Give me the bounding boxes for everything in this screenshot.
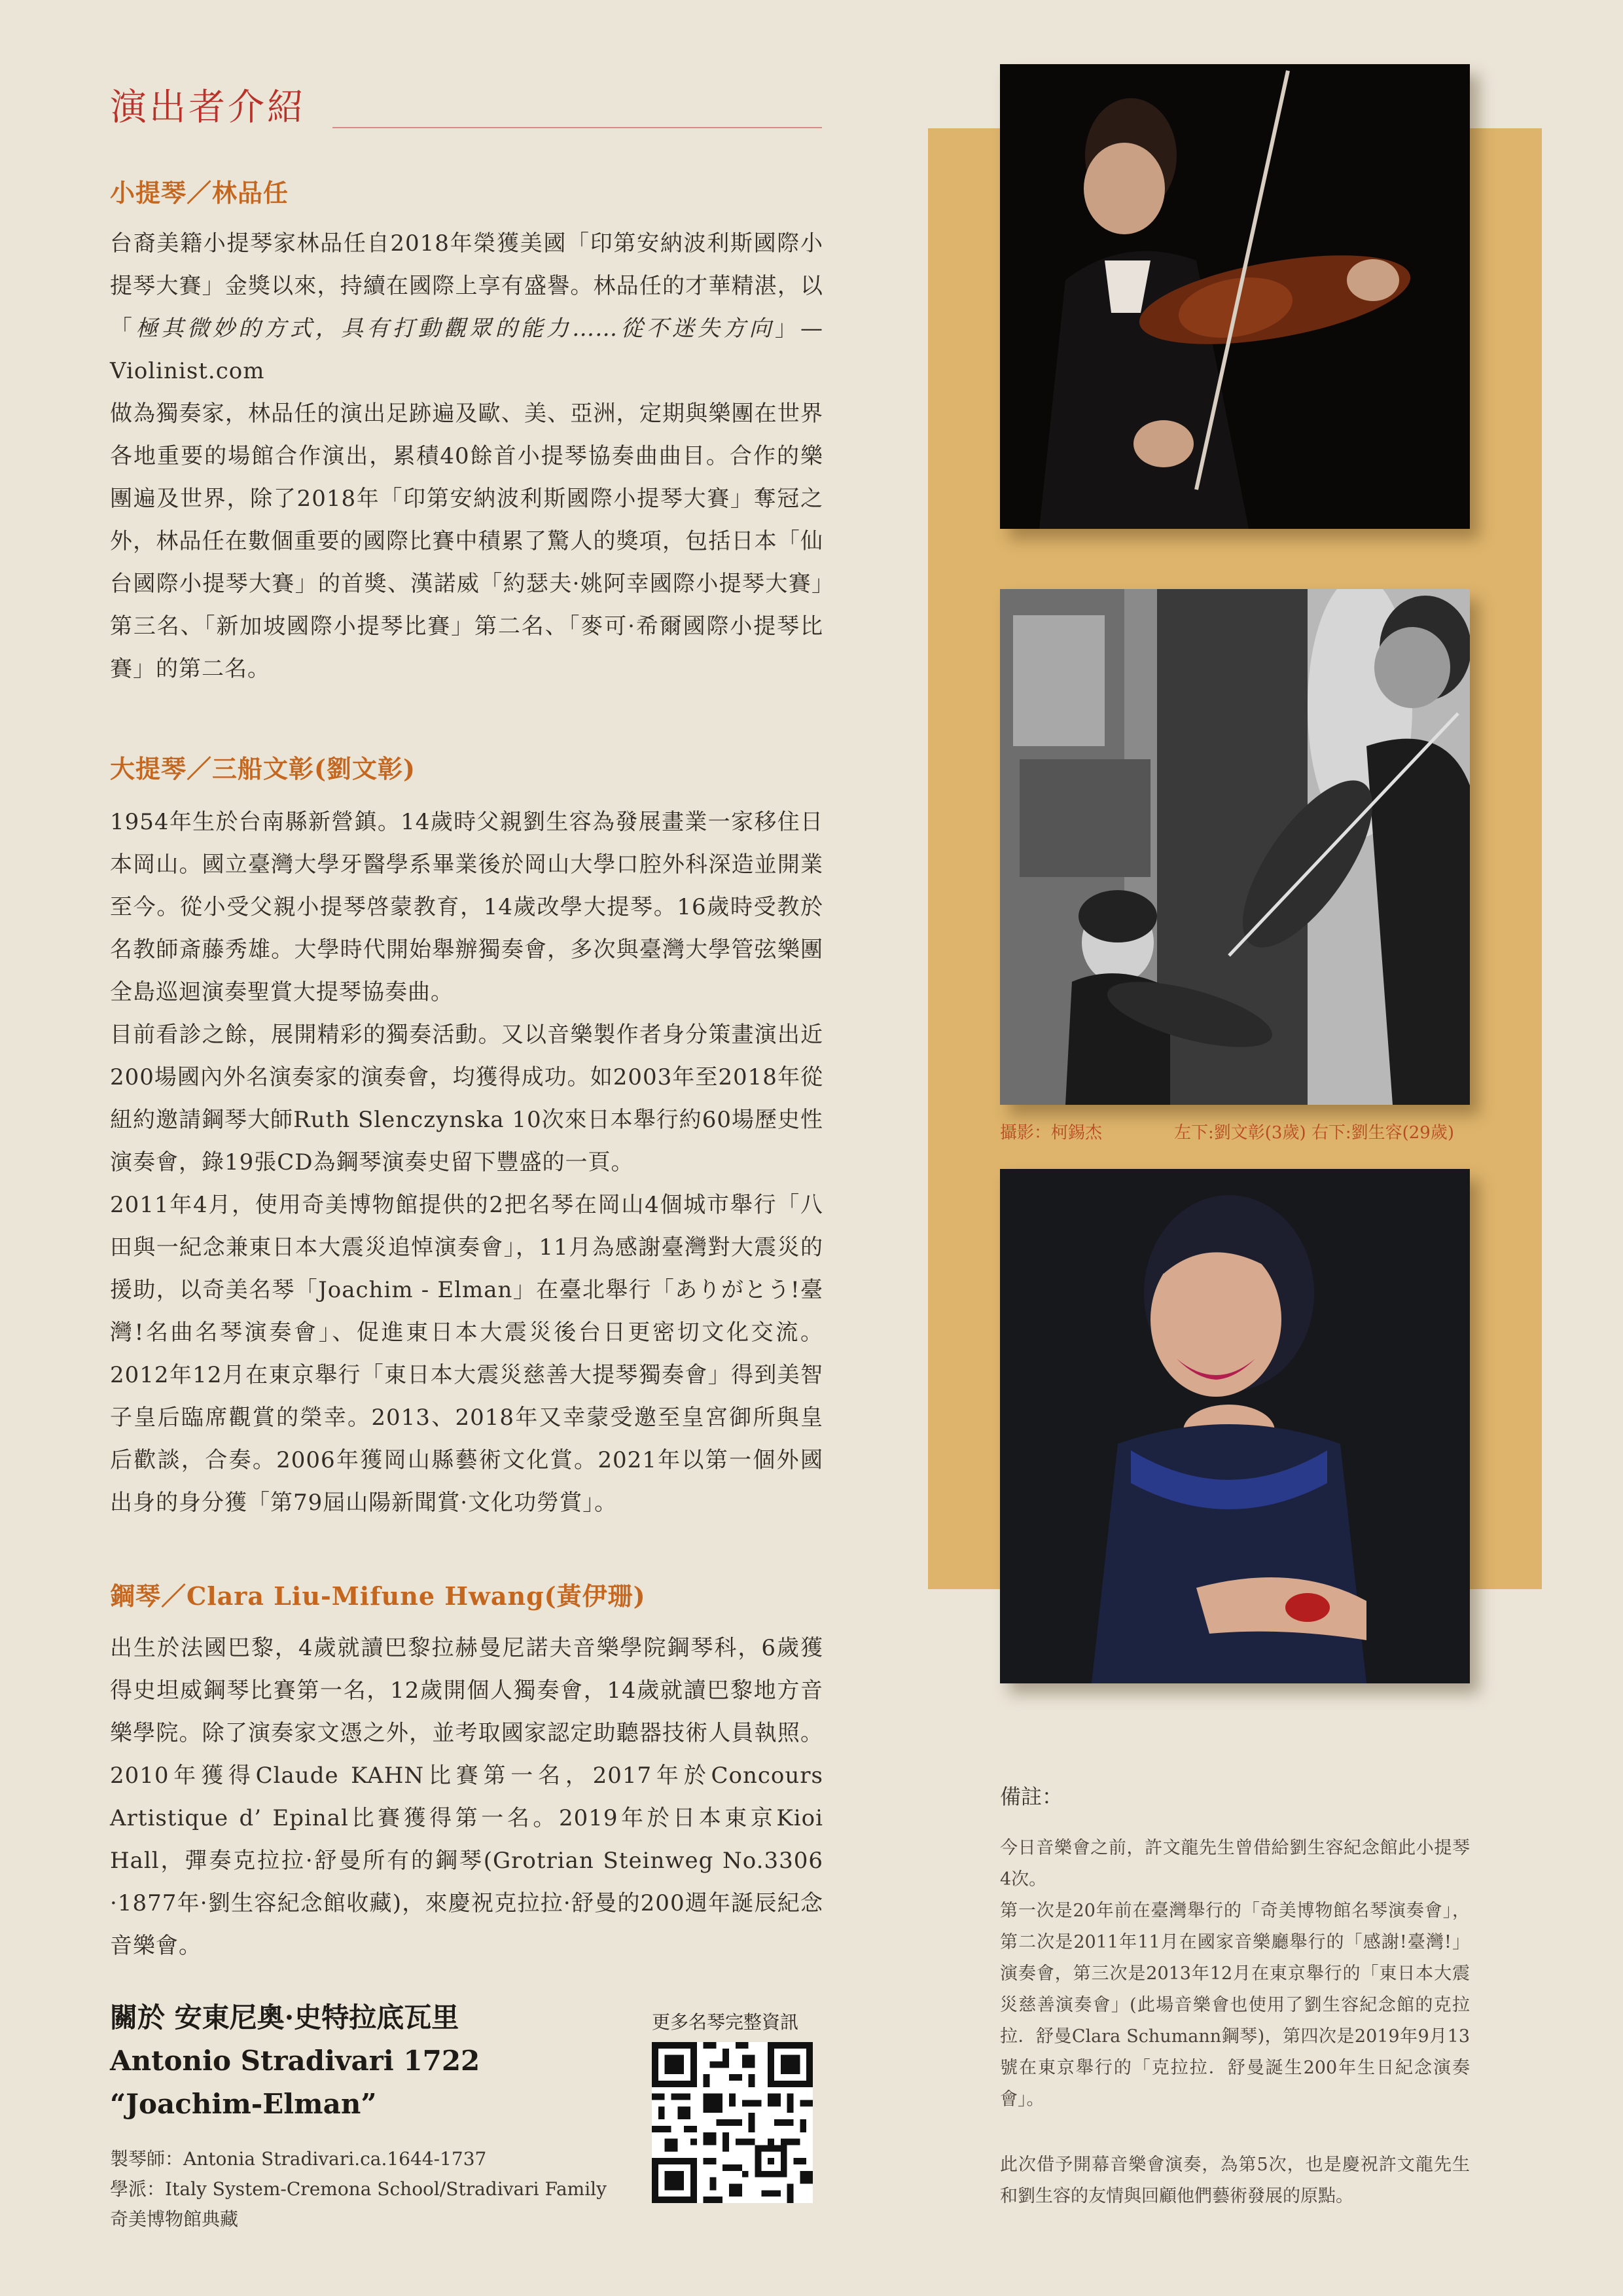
cellist-childhood-photo [1000, 589, 1470, 1105]
pianist-photo [1000, 1169, 1470, 1683]
cello-heading: 大提琴／三船文彰(劉文彰) [110, 754, 416, 783]
violin-heading: 小提琴／林品任 [110, 178, 289, 207]
notes-title: 備註： [1000, 1784, 1063, 1809]
notes-closing [1000, 2149, 1470, 2212]
notes-paragraph-3: 此次借予開幕音樂會演奏，為第5次，也是慶祝許文龍先生和劉生容的友情與回顧他們藝術發展的原點。 [1000, 2155, 1470, 2206]
violin-bio-paragraph-2: 做為獨奏家，林品任的演出足跡遍及歐、美、亞洲，定期與樂團在世界各地重要的場館合作演出，累積40餘首小提琴協奏曲曲目。合作的樂團遍及世界，除了2018年「印第安納波利斯國際小提琴大賽」奪冠之外，林品任在數個重要的國際比賽中積累了驚人的獎項，包括日本「仙台國際小提琴大賽」的首獎、漢諾威「約瑟夫·姚阿幸國際小提琴大賽」第三名、「新加坡國際小提琴比賽」第二名、「麥可·希爾國際小提琴比賽」的第二名。 [110, 401, 823, 682]
collection-line: 奇美博物館典藏 [110, 2208, 239, 2230]
notes-paragraph-2: 第一次是20年前在臺灣舉行的「奇美博物館名琴演奏會」，第二次是2011年11月在國家音樂廳舉行的「感謝!臺灣!」演奏會，第三次是2013年12月在東京舉行的「東日本大震災慈善演奏會」(此場音樂會也使用了劉生容紀念館的克拉拉．舒曼Clara Schumann鋼琴)，第四次是2019年9月13號在東京舉行的「克拉拉．舒曼誕生200年生日紀念演奏會」。 [1000, 1901, 1470, 2109]
notes-body [1000, 1833, 1470, 2115]
violin-bio-paragraph-1: 台裔美籍小提琴家林品任自2018年榮獲美國「印第安納波利斯國際小提琴大賽」金獎以來，持續在國際上享有盛譽。林品任的才華精湛，以「極其微妙的方式，具有打動觀眾的能力……從不迷失方向」—Violinist.com [110, 230, 824, 384]
piano-heading: 鋼琴／Clara Liu-Mifune Hwang(黃伊珊) [110, 1581, 646, 1611]
photo-credit: 攝影：柯錫杰 [1000, 1123, 1103, 1143]
piano-bio [110, 1627, 823, 1967]
violin-bio [110, 223, 823, 691]
cello-bio-paragraph-1: 1954年生於台南縣新營鎮。14歲時父親劉生容為發展畫業一家移住日本岡山。國立臺灣大學牙醫學系畢業後於岡山大學口腔外科深造並開業至今。從小受父親小提琴啓蒙教育，14歲改學大提琴。16歲時受教於名教師斎藤秀雄。大學時代開始舉辦獨奏會，多次與臺灣大學管弦樂團全島巡迴演奏聖賞大提琴協奏曲。 [110, 809, 823, 1005]
photo-subjects-caption: 左下:劉文彰(3歲) 右下:劉生容(29歲) [1174, 1123, 1454, 1143]
page-title: 演出者介紹 [110, 86, 306, 129]
violin-quote: 極其微妙的方式，具有打動觀眾的能力……從不迷失方向 [135, 315, 775, 342]
stradivari-title: 關於 安東尼奧·史特拉底瓦里 Antonio Stradivari 1722 “Joachim-Elman” [110, 2001, 480, 2120]
cello-bio [110, 801, 823, 1524]
cello-bio-paragraph-3: 2011年4月，使用奇美博物館提供的2把名琴在岡山4個城市舉行「八田與一紀念兼東日本大震災追悼演奏會」，11月為感謝臺灣對大震災的援助，以奇美名琴「Joachim - Elman」在臺北舉行「ありがとう!臺灣!名曲名琴演奏會」、促進東日本大震災後台日更密切文化交流。2012年12月在東京舉行「東日本大震災慈善大提琴獨奏會」得到美智子皇后臨席觀賞的榮幸。2013、2018年又幸蒙受邀至皇宮御所與皇后歡談，合奏。2006年獲岡山縣藝術文化賞。2021年以第一個外國出身的身分獲「第79屆山陽新聞賞·文化功勞賞」。 [110, 1192, 823, 1516]
notes-paragraph-1: 今日音樂會之前，許文龍先生曾借給劉生容紀念館此小提琴4次。 [1000, 1838, 1470, 1890]
qr-label: 更多名琴完整資訊 [652, 2011, 799, 2033]
piano-bio-paragraph-1: 出生於法國巴黎，4歲就讀巴黎拉赫曼尼諾夫音樂學院鋼琴科，6歲獲得史坦威鋼琴比賽第一名，12歲開個人獨奏會，14歲就讀巴黎地方音樂學院。除了演奏家文憑之外，並考取國家認定助聽器技術人員執照。2010年獲得Claude KAHN比賽第一名，2017年於Concours Artistique d’ Epinal比賽獲得第一名。2019年於日本東京Kioi Hall，彈奏克拉拉·舒曼所有的鋼琴(Grotrian Steinweg No.3306 ·1877年·劉生容紀念館收藏)，來慶祝克拉拉·舒曼的200週年誕辰紀念音樂會。 [110, 1635, 823, 1959]
title-divider [332, 127, 822, 128]
school-line: 學派：Italy System-Cremona School/Stradivari Family [110, 2178, 607, 2200]
qr-code-icon[interactable] [652, 2042, 813, 2203]
maker-line: 製琴師：Antonia Stradivari.ca.1644-1737 [110, 2148, 487, 2170]
instrument-info [110, 2144, 607, 2234]
violinist-photo [1000, 64, 1470, 529]
cello-bio-paragraph-2: 目前看診之餘，展開精彩的獨奏活動。又以音樂製作者身分策畫演出近200場國內外名演奏家的演奏會，均獲得成功。如2003年至2018年從紐約邀請鋼琴大師Ruth Slenczynska 10次來日本舉行約60場歷史性演奏會，錄19張CD為鋼琴演奏史留下豐盛的一頁。 [110, 1022, 823, 1175]
